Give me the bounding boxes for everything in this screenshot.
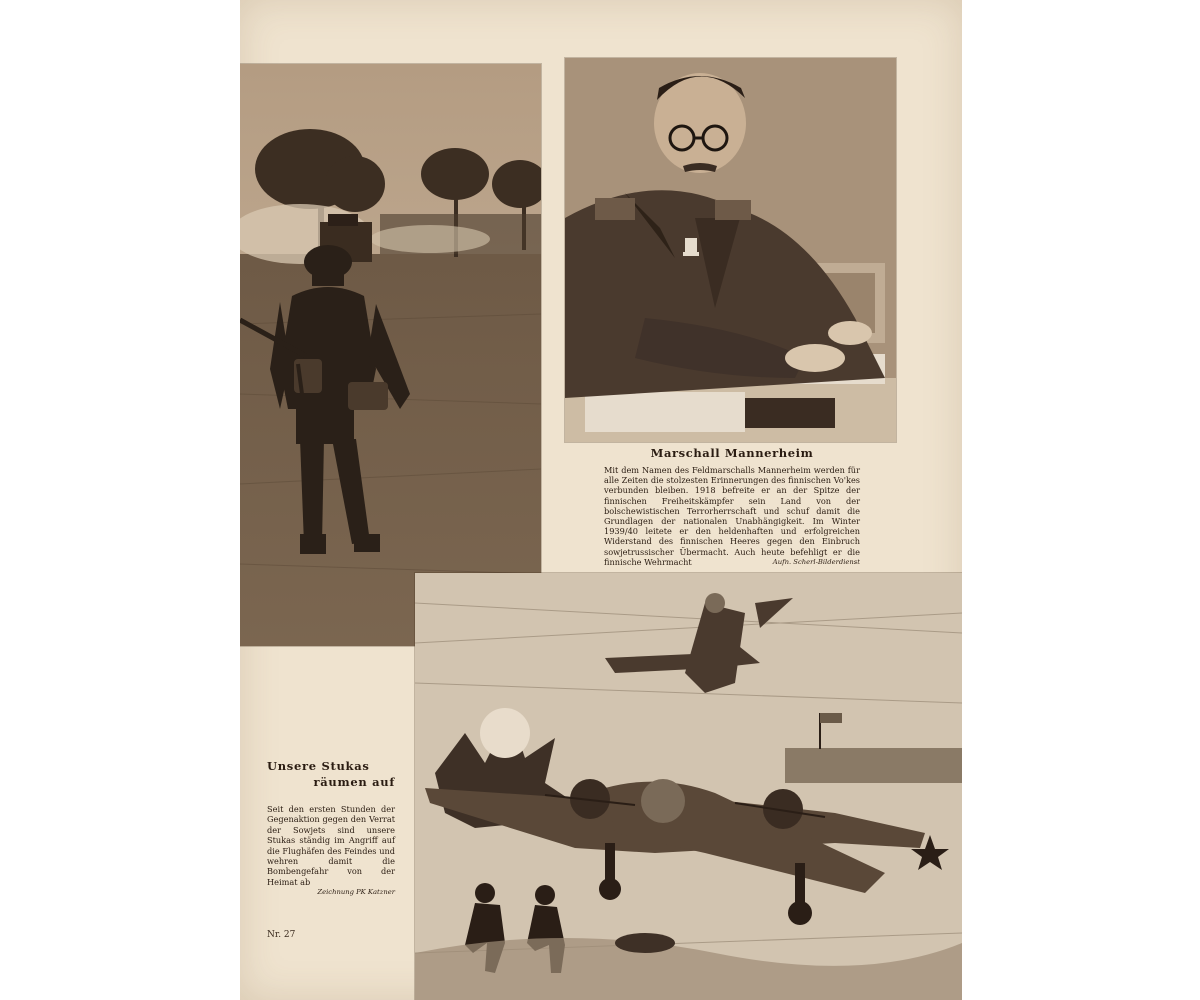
soldier-photo xyxy=(240,64,541,646)
page-number: Nr. 27 xyxy=(267,930,296,940)
mannerheim-caption xyxy=(604,446,860,567)
stukas-title-line2: räumen auf xyxy=(313,775,395,789)
stukas-caption-text: Seit den ersten Stunden der Gegenaktion gegen den Verrat der Sowjets sind unsere Stukas ständig im Angriff auf die Flughäfen des Feindes und wehren damit die Bombengefahr von der Heimat ab xyxy=(267,804,395,887)
stukas-title-line1: Unsere Stukas xyxy=(267,759,370,773)
mannerheim-caption-title: Marschall Mannerheim xyxy=(650,446,814,460)
mannerheim-portrait-photo xyxy=(565,58,896,442)
mannerheim-caption-body: Mit dem Namen des Feldmarschalls Mannerheim werden für alle Zeiten die stolzesten Erinnerungen des finnischen Vo'kes verbunden bleiben. 1918 befreite er an der Spitze der finnischen Freiheitskämpfer sein Land von der bolschewistischen Terrorherrschaft und schuf damit die Grundlagen der nationalen Unabhängigkeit. Im Winter 1939/40 leitete er den heldenhaften und erfolgreichen Widerstand des finnischen Heeres gegen den Einbruch sowjetrussischer Übermacht. Auch heute befehligt er die finnische Wehrmacht xyxy=(604,465,860,567)
mannerheim-photo-credit: Aufn. Scherl-Bilderdienst xyxy=(772,557,860,566)
stukas-attack-drawing xyxy=(415,573,962,1000)
stukas-caption-title xyxy=(267,758,395,790)
stukas-caption xyxy=(267,758,395,896)
magazine-page xyxy=(240,0,962,1000)
mannerheim-caption-text xyxy=(604,465,860,567)
stukas-drawing-credit: Zeichnung PK Katzner xyxy=(317,888,395,897)
